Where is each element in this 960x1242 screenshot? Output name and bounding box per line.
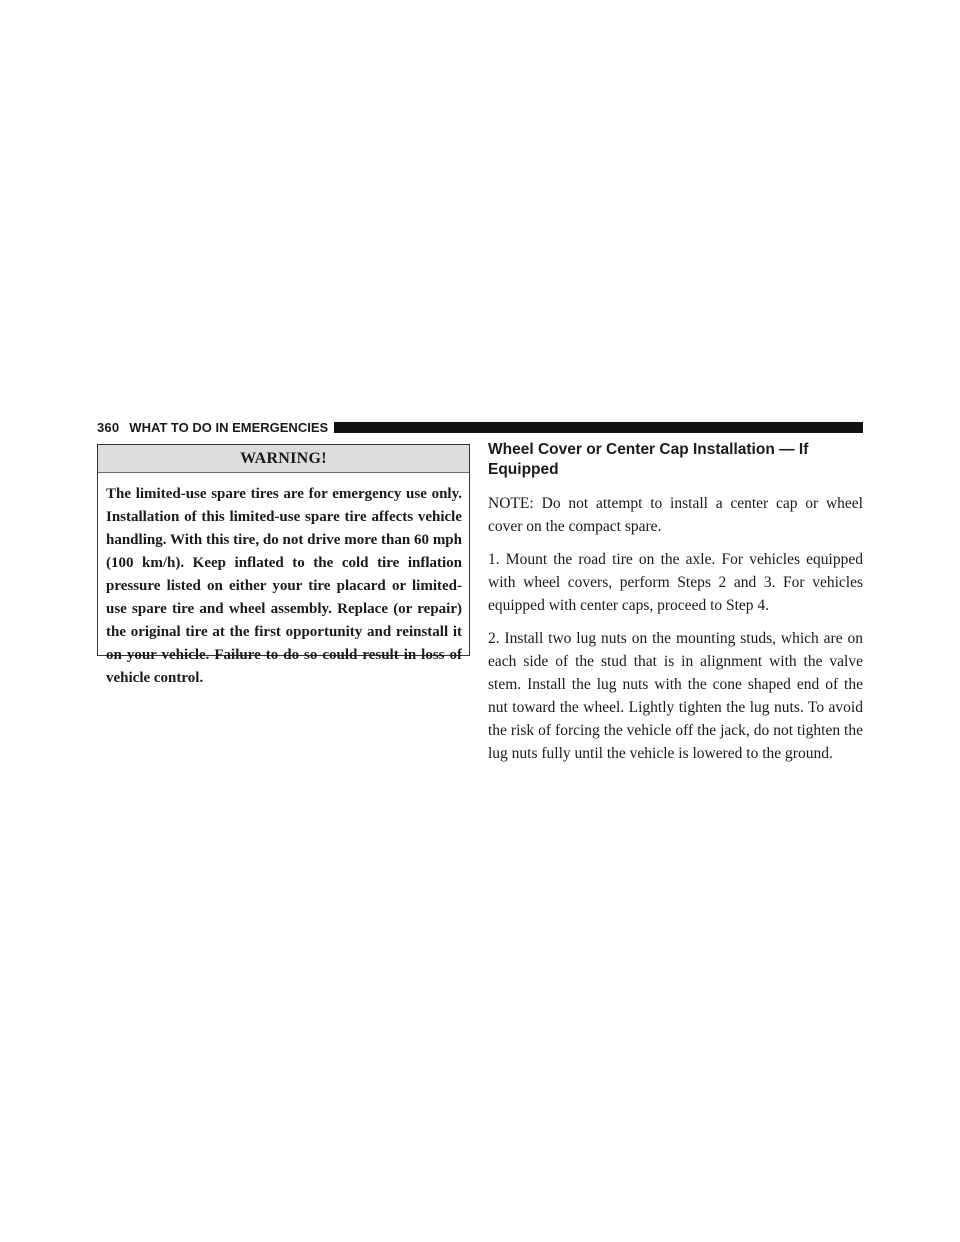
warning-box xyxy=(97,444,470,686)
step-paragraph: 1. Mount the road tire on the axle. For vehicles equipped with wheel covers, perform Steps 2 and 3. For vehicles equipped with center caps, proceed to Step 4. xyxy=(488,551,863,614)
section-title: WHAT TO DO IN EMERGENCIES xyxy=(129,419,329,435)
warning-body: The limited-use spare tires are for emergency use only. Installation of this limited-use spare tire affects vehicle handling. With this tire, do not drive more than 60 mph (100 km/h). Keep inflated to the cold tire inflation pressure listed on either your tire placard or limited-use spare tire and wheel assembly. Replace (or repair) the original tire at the first opportunity and reinstall it on your vehicle. Failure to do so could result in loss of vehicle control. xyxy=(106,486,462,686)
page-number: 360 xyxy=(97,419,120,435)
header-rule xyxy=(334,422,863,433)
note-text: Do not attempt to install a center cap or wheel cover on the compact spare. xyxy=(488,495,863,535)
step-paragraph: 2. Install two lug nuts on the mounting studs, which are on each side of the stud that is in alignment with the valve stem. Install the lug nuts with the cone shaped end of the nut toward the wheel. Lightly tighten the lug nuts. To avoid the risk of forcing the vehicle off the jack, do not tighten the lug nuts fully until the vehicle is lowered to the ground. xyxy=(488,630,863,762)
note-paragraph xyxy=(488,492,863,538)
note-label: NOTE: xyxy=(488,495,534,512)
instructions-column xyxy=(488,440,863,775)
section-heading: Wheel Cover or Center Cap Installation — If Equipped xyxy=(488,441,809,478)
warning-title: WARNING! xyxy=(98,445,469,473)
page-header xyxy=(97,418,863,436)
